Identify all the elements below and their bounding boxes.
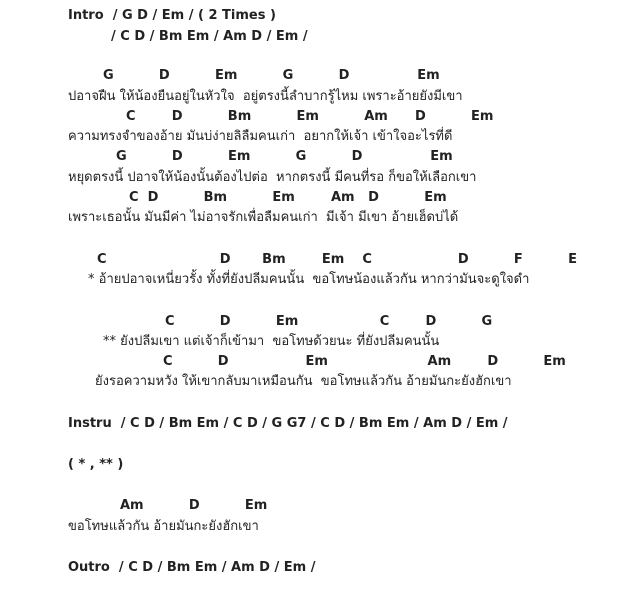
tag-chord-line: Am D Em <box>120 498 268 513</box>
intro-line: Intro / G D / Em / ( 2 Times ) <box>68 8 276 23</box>
chorus2-chord-line: C D Em C D G <box>165 314 493 329</box>
verse-lyric-line: ปอาจฝืน ให้น้องยืนอยู่ในหัวใจ อยู่ตรงนี้ลำบากรู้ไหม เพราะอ้ายยังมีเขา <box>68 89 463 104</box>
verse-lyric-line: ความทรงจำของอ้าย มันบ่ง่ายลิลืมคนเก่า อยากให้เจ้า เข้าใจอะไรที่ดี <box>68 129 453 144</box>
verse-chord-line: C D Bm Em Am D Em <box>129 190 447 205</box>
instrumental-line: Instru / C D / Bm Em / C D / G G7 / C D / Bm Em / Am D / Em / <box>68 416 508 431</box>
verse-chord-line: C D Bm Em Am D Em <box>126 109 494 124</box>
verse-chord-line: G D Em G D Em <box>103 68 440 83</box>
intro-line-continued: / C D / Bm Em / Am D / Em / <box>111 29 308 44</box>
verse-lyric-line: หยุดตรงนี้ ปอาจให้น้องนั้นต้องไปต่อ หากตรงนี้ มีคนที่รอ ก็ขอให้เลือกเขา <box>68 170 477 185</box>
chorus-lyric-line: * อ้ายปอาจเหนี่ยวรั้ง ทั้งที่ยังปลีมคนนั้น ขอโทษน้องแล้วกัน หากว่ามันจะดูใจดำ <box>88 272 530 287</box>
outro-line: Outro / C D / Bm Em / Am D / Em / <box>68 560 316 575</box>
verse-lyric-line: เพราะเธอนั้น มันมีค่า ไม่อาจรักเพื่อลืมคนเก่า มีเจ้า มีเขา อ้ายเฮ็ดบ่ได้ <box>68 210 459 225</box>
chorus-chord-line: C D Bm Em C D F E <box>97 252 577 267</box>
repeat-marker: ( * , ** ) <box>68 457 124 472</box>
verse-chord-line: G D Em G D Em <box>116 149 453 164</box>
chorus2-chord-line: C D Em Am D Em <box>163 354 566 369</box>
tag-lyric-line: ขอโทษแล้วกัน อ้ายมันกะยังฮักเขา <box>68 519 259 534</box>
chorus2-lyric-line: ยังรอความหวัง ให้เขากลับมาเหมือนกัน ขอโทษแล้วกัน อ้ายมันกะยังฮักเขา <box>95 374 512 389</box>
chorus2-lyric-line: ** ยังปลีมเขา แต่เจ้าก็เข้ามา ขอโทษด้วยนะ ที่ยังปลีมคนนั้น <box>103 334 440 349</box>
